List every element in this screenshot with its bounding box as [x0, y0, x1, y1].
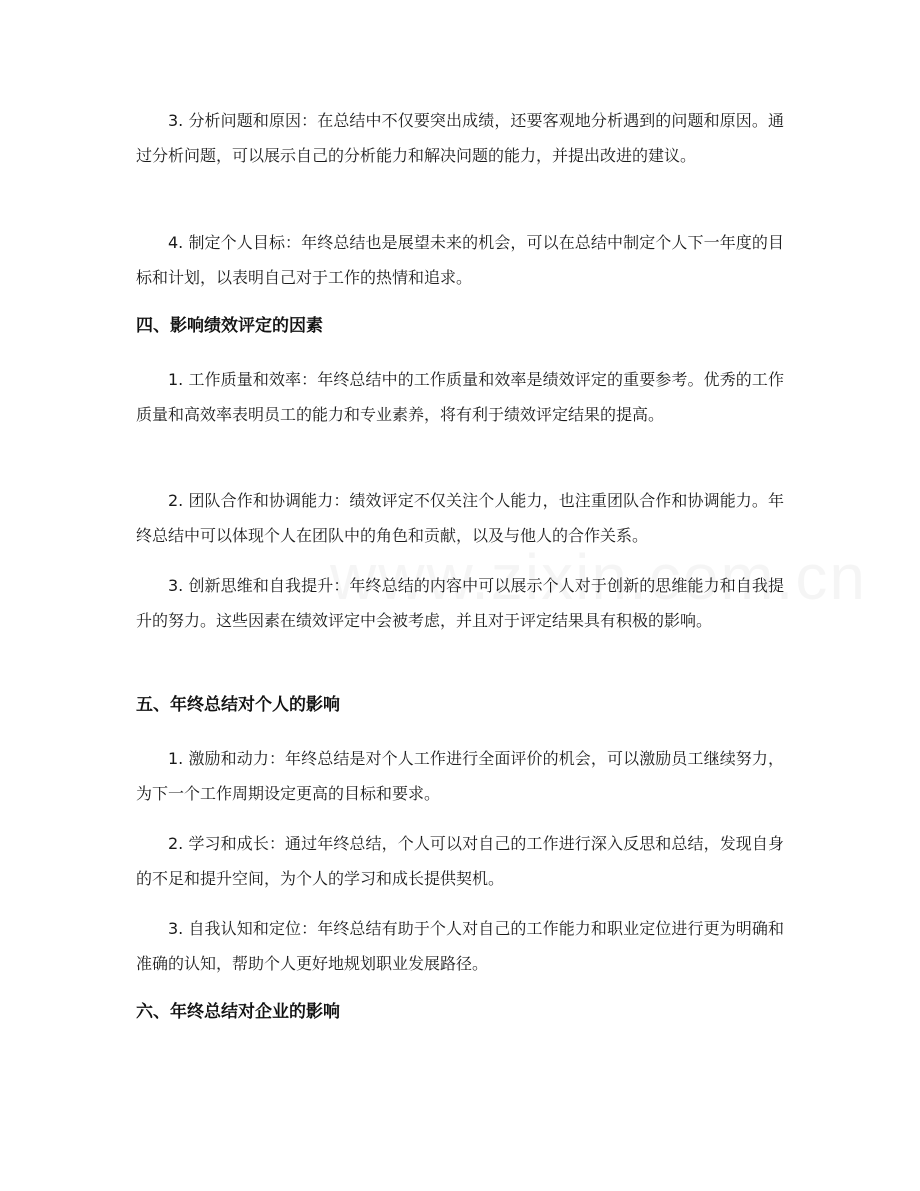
paragraph-teamwork: 2. 团队合作和协调能力：绩效评定不仅关注个人能力，也注重团队合作和协调能力。年终总结中可以体现个人在团队中的角色和贡献，以及与他人的合作关系。 — [136, 491, 784, 545]
section-heading-6: 六、年终总结对企业的影响 — [136, 1002, 340, 1022]
paragraph-quality-efficiency: 1. 工作质量和效率：年终总结中的工作质量和效率是绩效评定的重要参考。优秀的工作质量和高效率表明员工的能力和专业素养，将有利于绩效评定结果的提高。 — [136, 370, 784, 424]
paragraph-self-awareness: 3. 自我认知和定位：年终总结有助于个人对自己的工作能力和职业定位进行更为明确和准确的认知，帮助个人更好地规划职业发展路径。 — [136, 919, 784, 973]
section-heading-4: 四、影响绩效评定的因素 — [136, 316, 323, 336]
paragraph-learning-growth: 2. 学习和成长：通过年终总结，个人可以对自己的工作进行深入反思和总结，发现自身的不足和提升空间，为个人的学习和成长提供契机。 — [136, 834, 784, 888]
section-heading-5: 五、年终总结对个人的影响 — [136, 695, 340, 715]
paragraph-analyze-problems: 3. 分析问题和原因：在总结中不仅要突出成绩，还要客观地分析遇到的问题和原因。通过分析问题，可以展示自己的分析能力和解决问题的能力，并提出改进的建议。 — [136, 111, 784, 165]
paragraph-motivation: 1. 激励和动力：年终总结是对个人工作进行全面评价的机会，可以激励员工继续努力，为下一个工作周期设定更高的目标和要求。 — [136, 749, 784, 803]
paragraph-innovation: 3. 创新思维和自我提升：年终总结的内容中可以展示个人对于创新的思维能力和自我提升的努力。这些因素在绩效评定中会被考虑，并且对于评定结果具有积极的影响。 — [136, 576, 784, 630]
paragraph-personal-goals: 4. 制定个人目标：年终总结也是展望未来的机会，可以在总结中制定个人下一年度的目标和计划，以表明自己对于工作的热情和追求。 — [136, 233, 784, 287]
